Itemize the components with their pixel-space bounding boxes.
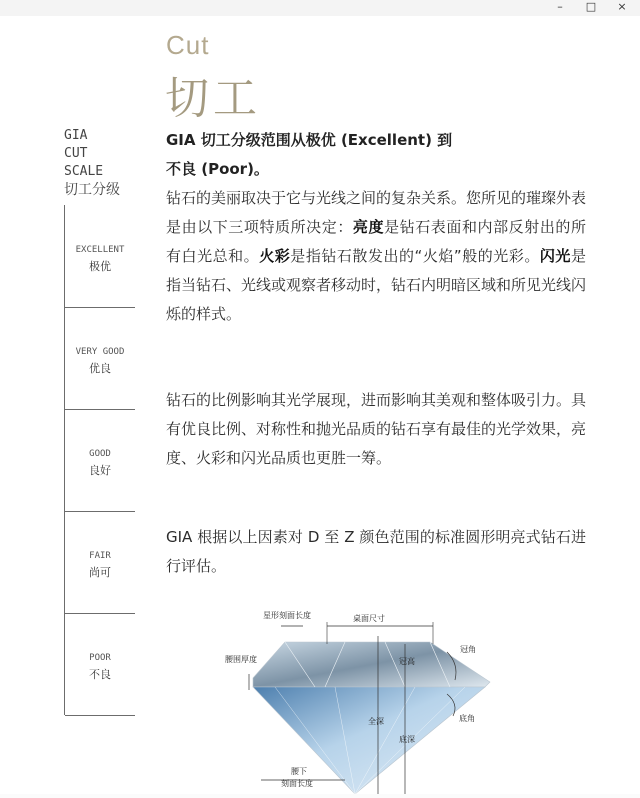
- scale-heading-line: SCALE: [64, 164, 104, 179]
- paragraph-proportions: 钻石的比例影响其光学展现，进而影响其美观和整体吸引力。具有优良比例、对称性和抛光品质的钻石享有最佳的光学效果，亮度、火彩和闪光品质也更胜一筹。: [166, 391, 587, 467]
- heading-line-2: 不良 (Poor)。: [166, 160, 269, 178]
- label-pavilion-angle: 底角: [459, 714, 475, 723]
- term-brightness: 亮度: [352, 218, 385, 236]
- grade-cn: 优良: [89, 362, 111, 375]
- grade-cn: 尚可: [89, 566, 111, 579]
- scale-heading-line: GIA: [64, 128, 88, 143]
- scale-grade-very-good: [65, 307, 135, 410]
- p1-text-b: 是钻石表面和内部反射出的所有白光总和。: [166, 218, 586, 265]
- scale-grade-poor: [65, 613, 135, 716]
- grade-en: FAIR: [89, 551, 111, 561]
- label-total-depth: 全深: [368, 717, 384, 726]
- label-star-length: 星形刻面长度: [263, 611, 311, 620]
- scale-grade-good: [65, 409, 135, 512]
- grade-en: VERY GOOD: [75, 347, 125, 357]
- cut-scale-heading: [64, 127, 144, 199]
- label-pavilion-depth: 底深: [399, 735, 415, 744]
- heading-line-1: GIA 切工分级范围从极优 (Excellent) 到: [166, 131, 453, 149]
- label-crown-height: 冠高: [399, 657, 415, 666]
- p1-text-d: 是指当钻石、光线或观察者移动时，钻石内明暗区域和所见光线闪烁的样式。: [166, 247, 587, 323]
- scale-heading-line: CUT: [64, 146, 88, 161]
- scale-grade-excellent: [65, 205, 135, 308]
- close-button[interactable]: ×: [617, 0, 627, 13]
- label-lower-half-1: 腰下: [291, 767, 307, 776]
- p1-text-c: 是指钻石散发出的“火焰”般的光彩。: [290, 247, 540, 265]
- grade-cn: 不良: [89, 668, 111, 681]
- grade-en: GOOD: [89, 449, 111, 459]
- term-fire: 火彩: [259, 247, 291, 265]
- grade-en: EXCELLENT: [75, 245, 125, 255]
- label-crown-angle: 冠角: [460, 645, 476, 654]
- paragraph-light-properties: [166, 184, 586, 329]
- window-titlebar: [0, 0, 640, 17]
- grade-cn: 极优: [89, 260, 111, 273]
- paragraph-evaluation: GIA 根据以上因素对 D 至 Z 颜色范围的标准圆形明亮式钻石进行评估。: [166, 528, 586, 575]
- label-girdle-thickness: 腰围厚度: [225, 655, 257, 664]
- cut-scale-column: [64, 205, 135, 715]
- maximize-button[interactable]: □: [585, 0, 597, 13]
- title-cn: 切工: [165, 73, 261, 124]
- label-lower-half-2: 刻面长度: [281, 779, 313, 788]
- diamond-illustration: [215, 600, 515, 794]
- scale-heading-cn: 切工分级: [64, 182, 120, 198]
- scale-grade-fair: [65, 511, 135, 614]
- term-scintillation: 闪光: [539, 247, 571, 265]
- label-table-size: 桌面尺寸: [353, 614, 385, 623]
- section-heading: [166, 126, 586, 184]
- p1-text-a: 钻石的美丽取决于它与光线之间的复杂关系。您所见的璀璨外表是由以下三项特质所决定：: [166, 189, 587, 236]
- grade-cn: 良好: [89, 464, 111, 477]
- grade-en: POOR: [89, 653, 111, 663]
- title-en: Cut: [166, 30, 210, 60]
- minimize-button[interactable]: –: [557, 0, 563, 13]
- diamond-proportions-diagram: [215, 600, 515, 794]
